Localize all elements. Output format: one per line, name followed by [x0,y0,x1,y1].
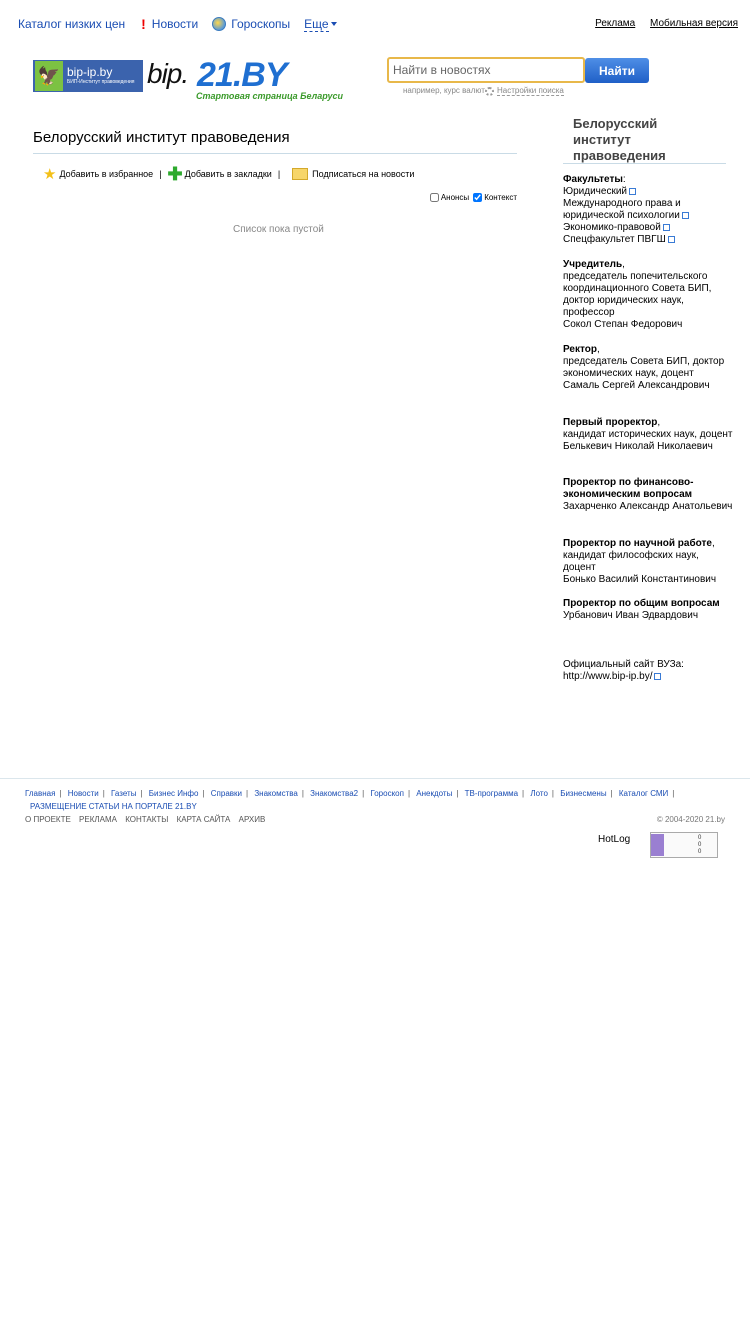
rector-description: председатель Совета БИП, доктор экономических наук, доцент [563,356,725,379]
fin-vice-name: Захарченко Александр Анатольевич [563,501,733,512]
site-logo[interactable]: 21.BY [197,56,287,94]
founder-section: Учредитель, председатель попечительского координационного Совета БИП, доктор юридических наук, профессор Сокол Степан Федорович [563,259,733,331]
catalog-link[interactable]: Каталог низких цен [18,17,126,31]
search-input[interactable] [387,57,585,83]
faculty-item[interactable] [563,222,733,234]
add-favorite-label: Добавить в избранное [59,169,154,179]
footer-link[interactable]: Знакомства [254,789,298,798]
copyright: © 2004-2020 21.by [656,815,725,824]
footer-link[interactable]: Анекдоты [416,789,453,798]
chevron-down-icon [331,22,337,26]
first-vice-label: Первый проректор [563,417,658,428]
footer-divider [0,778,750,779]
rector-name: Самаль Сергей Александрович [563,380,710,391]
envelope-icon [292,168,308,180]
news-link[interactable]: Новости [151,17,199,31]
first-vice-description: кандидат исторических наук, доцент [563,429,733,440]
contacts-link[interactable]: КОНТАКТЫ [125,815,169,824]
gen-vice-name: Урбанович Иван Эдвардович [563,610,699,621]
faculty-link[interactable]: Экономико-правовой [563,222,661,233]
counter-logo-icon [651,834,664,856]
bip-logo-site: bip-ip.by [67,65,113,79]
faculty-link[interactable]: Международного права и юридической психологии [563,198,681,221]
footer-link[interactable]: Гороскоп [370,789,404,798]
first-vice-name: Белькевич Николай Николаевич [563,441,713,452]
top-links [583,18,738,29]
fin-vice-label: Проректор по финансово-экономическим вопросам [563,477,694,500]
footer-bottom-links [25,815,271,824]
post-article-link[interactable]: РАЗМЕЩЕНИЕ СТАТЬИ НА ПОРТАЛЕ 21.BY [30,802,197,811]
more-label: Еще [304,16,329,31]
footer-link[interactable]: ТВ-программа [464,789,519,798]
official-site-label: Официальный сайт ВУЗа: [563,659,684,670]
footer-link[interactable]: Лото [530,789,548,798]
rector-section: Ректор, председатель Совета БИП, доктор экономических наук, доцент Самаль Сергей Александрович [563,344,733,392]
faculty-item[interactable] [563,198,733,222]
subscribe-label: Подписаться на новости [312,169,415,179]
external-link-icon [654,673,661,680]
faculty-item[interactable] [563,234,733,246]
announces-label: Анонсы [440,193,470,202]
faculty-link[interactable]: Юридический [563,186,627,197]
search-settings-link[interactable] [485,86,564,96]
external-link-icon [663,224,670,231]
counter-value: 0 [698,834,702,841]
zodiac-globe-icon [212,17,226,31]
site-tagline: Стартовая страница Беларуси [196,91,344,101]
context-label: Контекст [484,193,517,202]
footer-link[interactable]: Бизнесмены [560,789,607,798]
faculties-label: Факультеты [563,174,623,185]
general-vice-rector-section [563,598,733,622]
subscribe-button[interactable] [286,168,414,180]
sci-vice-name: Бонько Василий Константинович [563,574,717,585]
faculty-item[interactable] [563,186,733,198]
footer-link[interactable]: Справки [210,789,243,798]
faculties-section: Факультеты: Юридический Международного права и юридической психологии Экономико-правовой Спецфакультет ПВГШ [563,174,733,246]
footer-link[interactable]: Каталог СМИ [618,789,669,798]
founder-name: Сокол Степан Федорович [563,319,683,330]
empty-list-message: Список пока пустой [233,224,324,235]
founder-description: председатель попечительского координационного Совета БИП, доктор юридических наук, профессор [563,271,712,318]
sci-vice-label: Проректор по научной работе [563,538,712,549]
bip-wordmark: bip. [147,58,189,89]
add-bookmark-label: Добавить в закладки [184,169,272,179]
page-title: Белорусский институт правоведения [33,129,290,146]
counter-value: 0 [698,841,702,848]
gears-icon [485,87,494,96]
eagle-icon: 🦅 [35,61,63,91]
footer-link[interactable]: Газеты [111,789,137,798]
star-icon: ★ [43,165,57,183]
horoscopes-link[interactable]: Гороскопы [231,17,291,31]
sitemap-link[interactable]: КАРТА САЙТА [176,815,231,824]
exclamation-icon: ! [141,16,146,32]
advertising-link[interactable]: РЕКЛАМА [79,815,117,824]
rector-label: Ректор [563,344,597,355]
context-filter[interactable] [473,193,517,202]
footer-link[interactable]: Главная [25,789,56,798]
footer-link[interactable]: Знакомства2 [310,789,359,798]
official-site-link[interactable]: http://www.bip-ip.by/ [563,671,653,682]
finance-vice-rector-section [563,477,733,513]
separator: | [159,169,162,179]
footer-link[interactable]: Новости [67,789,99,798]
context-checkbox[interactable] [473,193,482,202]
first-vice-rector-section: Первый проректор, кандидат исторических наук, доцент Белькевич Николай Николаевич [563,417,733,452]
filters [426,193,517,202]
footer-navigation: Главная | Новости | Газеты | Бизнес Инфо | Справки | Знакомства | Знакомства2 | Гороскоп | Анекдоты | ТВ-программа | Лото | Бизнесмены | Каталог СМИ | РАЗМЕЩЕНИЕ СТАТЬИ НА ПОРТАЛЕ 21.BY [25,789,675,811]
more-menu[interactable] [304,17,336,32]
add-bookmark-button[interactable] [168,165,272,183]
title-divider [33,153,517,154]
sidebar-title: Белорусский институт правоведения [573,116,666,163]
ads-link[interactable]: Реклама [595,18,636,29]
hotlog-counter-image[interactable]: HotLog [598,834,631,845]
mobile-version-link[interactable]: Мобильная версия [650,18,738,29]
separator: | [277,169,281,179]
gen-vice-label: Проректор по общим вопросам [563,598,720,609]
sidebar-divider [563,163,726,164]
bip-logo[interactable] [33,60,143,92]
archive-link[interactable]: АРХИВ [238,815,266,824]
about-link[interactable]: О ПРОЕКТЕ [25,815,71,824]
science-vice-rector-section: Проректор по научной работе, кандидат философских наук, доцент Бонько Василий Константинович [563,538,733,586]
search-button[interactable]: Найти [585,58,649,83]
search-hint: например, курс валют [403,86,485,95]
search-settings-label: Настройки поиска [497,86,564,95]
action-bar [43,165,414,183]
add-favorite-button[interactable] [43,167,153,182]
external-link-icon [629,188,636,195]
faculty-link[interactable]: Спецфакультет ПВГШ [563,234,666,245]
footer-link[interactable]: Бизнес Инфо [148,789,199,798]
announces-filter[interactable] [430,193,469,202]
external-link-icon [668,236,675,243]
founder-label: Учредитель [563,259,623,270]
bip-logo-subtitle: БИП-Институт правоведения [67,79,135,85]
plus-icon: ✚ [167,164,183,184]
top-navigation [18,16,351,32]
announces-checkbox[interactable] [430,193,439,202]
counter-value: 0 [698,848,702,855]
visitor-counter[interactable] [650,832,718,858]
official-site-section [563,659,733,683]
external-link-icon [682,212,689,219]
sci-vice-description: кандидат философских наук, доцент [563,550,699,573]
